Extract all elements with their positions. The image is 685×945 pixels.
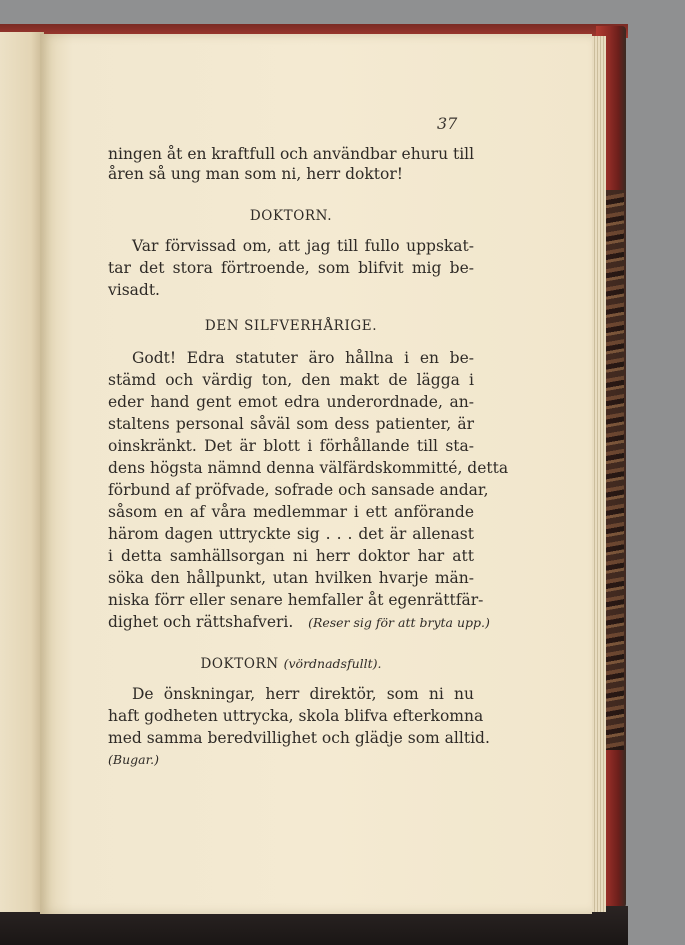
stage-direction: (Bugar.) (108, 752, 160, 767)
text-line: söka den hållpunkt, utan hvilken hvarje män- (108, 569, 474, 587)
text-line: dens högsta nämnd denna välfärdskommitté, detta (108, 459, 509, 477)
text-line: såsom en af våra medlemmar i ett anförande (108, 503, 474, 521)
text-line: staltens personal såväl som dess patienter, är (108, 415, 474, 433)
text-line: eder hand gent emot edra underordnade, an- (108, 393, 474, 411)
stage-direction: (vördnadsfullt). (283, 656, 382, 671)
facing-page-edge (0, 32, 44, 912)
marbled-edge (606, 190, 624, 750)
text-line: Var förvissad om, att jag till fullo uppskat- (132, 237, 474, 255)
text-line: med samma beredvillighet och glädje som alltid. (108, 729, 490, 747)
text-line: i detta samhällsorgan ni herr doktor har att (108, 547, 474, 565)
text-line: tar det stora förtroende, som blifvit mig be- (108, 259, 474, 277)
text-line: niska förr eller senare hemfaller åt egenrättfär- (108, 591, 484, 609)
speaker-heading: DEN SILFVERHÅRIGE. (204, 318, 378, 334)
text-line (108, 612, 490, 633)
text-line: De önskningar, herr direktör, som ni nu (132, 685, 474, 703)
text-line: härom dagen uttryckte sig . . . det är allenast (108, 525, 474, 543)
page-number: 37 (437, 114, 458, 133)
text-line: åren så ung man som ni, herr doktor! (108, 165, 403, 183)
text-line: Godt! Edra statuter äro hållna i en be- (132, 349, 474, 367)
stage-direction: (Reser sig för att bryta upp.) (308, 615, 490, 630)
speaker-heading (108, 656, 474, 672)
text-line: ningen åt en kraftfull och användbar ehuru till (108, 145, 475, 163)
text-line: stämd och värdig ton, den makt de lägga i (108, 371, 474, 389)
text-line: förbund af pröfvade, sofrade och sansade andar, (108, 481, 489, 499)
speaker-heading: DOKTORN. (249, 208, 333, 224)
text-line: visadt. (108, 281, 160, 299)
speaker-name: DOKTORN (200, 656, 279, 672)
text-line: haft godheten uttrycka, skola blifva efterkomna (108, 707, 484, 725)
text-line-end: dighet och rättshafveri. (108, 613, 294, 631)
text-line: oinskränkt. Det är blott i förhållande till sta- (108, 437, 474, 455)
